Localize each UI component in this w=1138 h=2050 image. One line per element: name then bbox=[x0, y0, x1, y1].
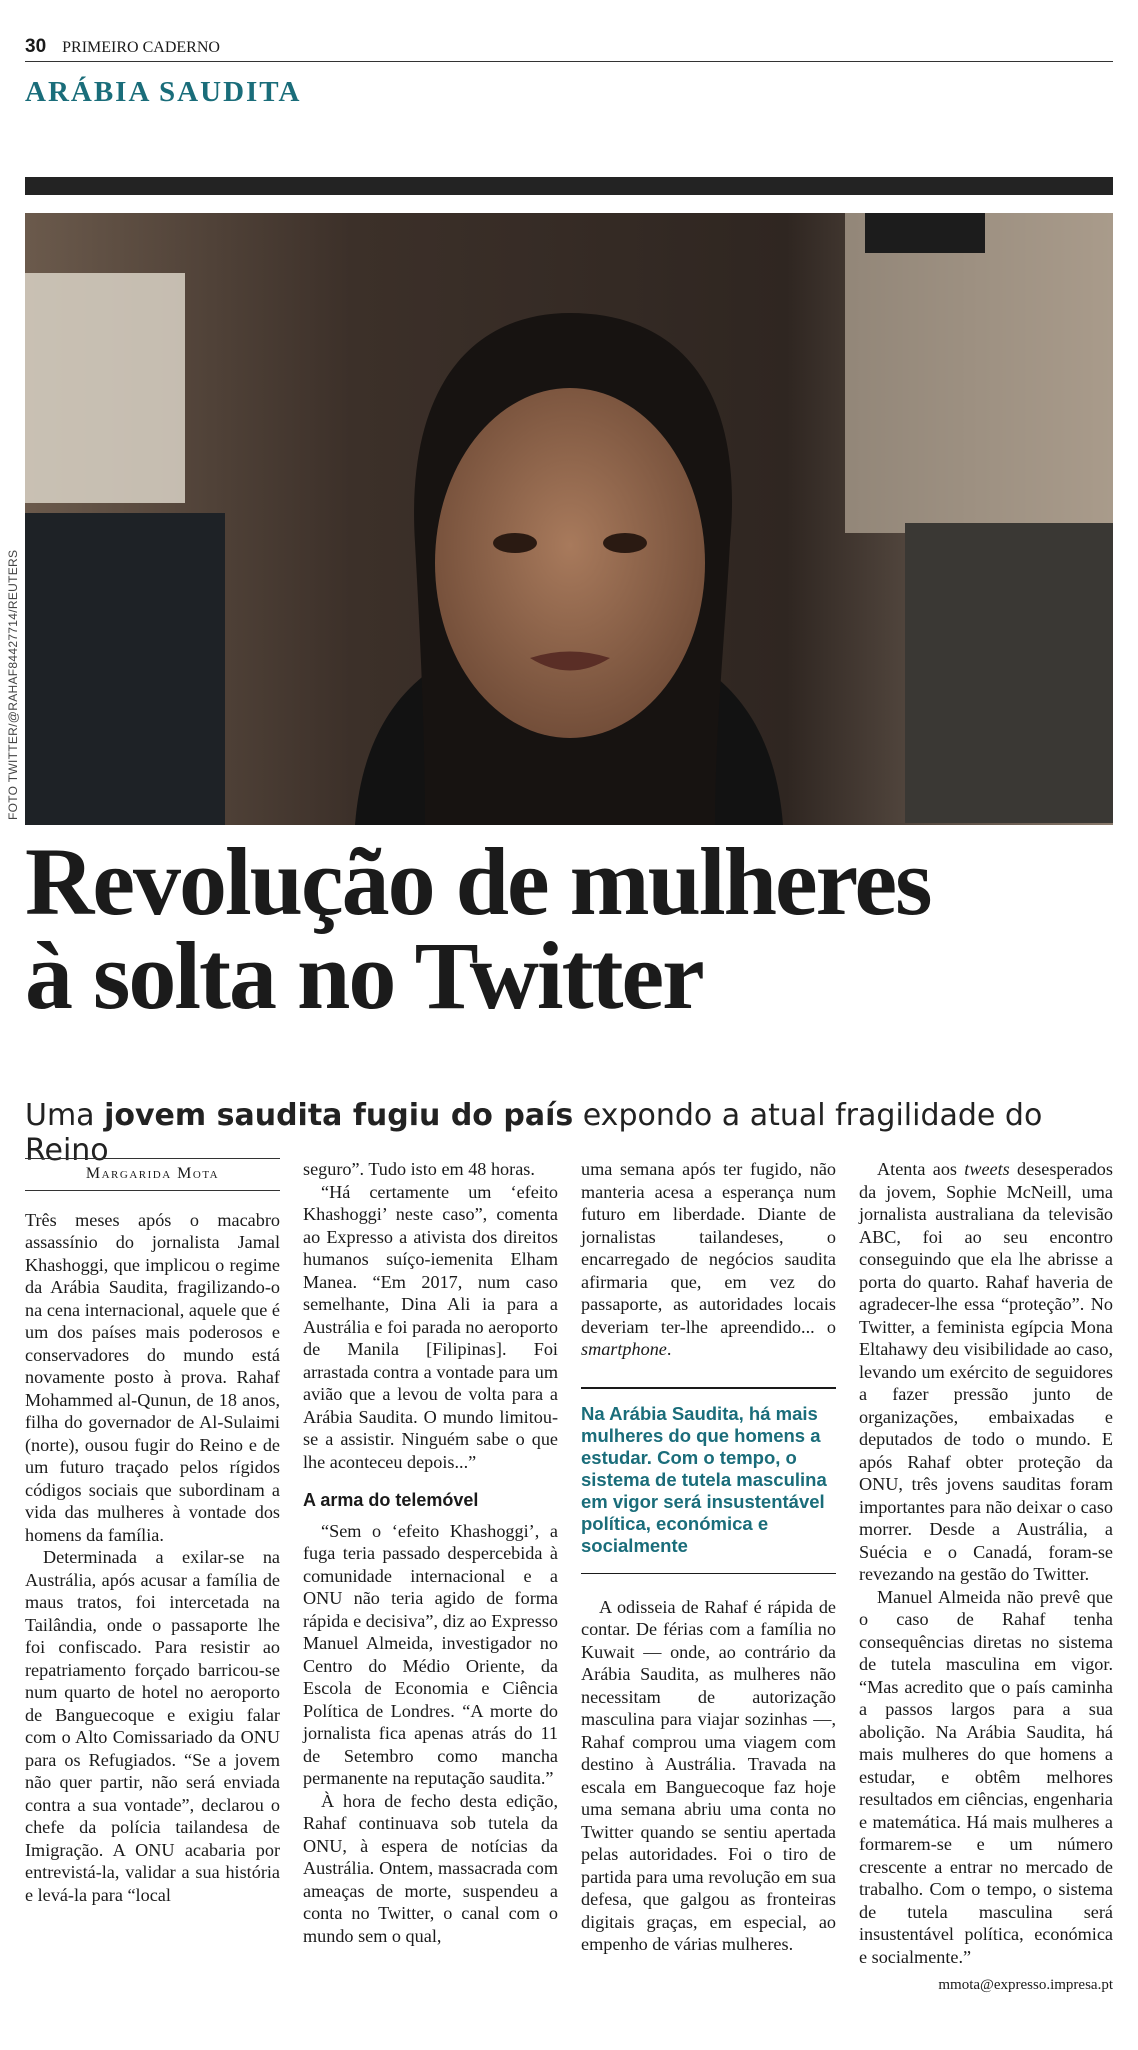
article-column-1 bbox=[25, 1158, 280, 1906]
text-run-italic: tweets bbox=[964, 1159, 1010, 1179]
caption-line: Rahaf al-Qunun, bbox=[945, 954, 1077, 973]
paragraph: A odisseia de Rahaf é rápida de contar. De férias com a família no Kuwait — onde, ao contrário da Arábia Saudita, as mulheres não necessitam de autorização masculina para viajar sozinhas —, Rahaf comprou uma viagem com destino à Austrália. Travada na escala em Banguecoque faz hoje uma semana abriu uma conta no Twitter quando se sentiu apertada pelas autoridades. Foi o tiro de partida para uma revolução em sua defesa, que galgou as fronteiras digitais graças, em especial, ao empenho de várias mulheres. bbox=[581, 1596, 836, 1954]
page-folio bbox=[25, 36, 1113, 62]
paragraph: “Há certamente um ‘efeito Khashoggi’ neste caso”, comenta ao Expresso a ativista dos direitos humanos suíço-iemenita Elham Manea. “Em 2017, num caso semelhante, Dina Ali ia para a Austrália e foi parada no aeroporto de Manila [Filipinas]. Foi arrastada contra a vontade para um avião que a levou de volta para a Arábia Saudita. O mundo limitou-se a assistir. Ninguém sabe o que lhe aconteceu depois...” bbox=[303, 1181, 558, 1472]
standfirst-bold: jovem saudita fugiu do país bbox=[104, 1098, 574, 1133]
headline-line: Revolução de mulheres bbox=[25, 828, 931, 935]
section-name: PRIMEIRO CADERNO bbox=[62, 39, 220, 56]
text-run-italic: smartphone bbox=[581, 1339, 667, 1359]
caption-line: fugiu a 5 de janeiro bbox=[922, 996, 1077, 1015]
paragraph bbox=[581, 1158, 836, 1361]
text-run: uma semana após ter fugido, não manteria acesa a esperança num futuro em liberdade. Diante de jornalistas tailandeses, o encarregado de negócios saudita afirmaria que, em vez do passaporte, as autoridades locais deveriam ter-lhe apreendido... o bbox=[581, 1159, 836, 1337]
headline-line: à solta no Twitter bbox=[25, 922, 703, 1029]
text-run: desesperados da jovem, Sophie McNeill, uma jornalista australiana da televisão ABC, foi ao seu encontro conseguindo que ela lhe abrisse a porta do quarto. Rahaf haveria de agradecer-lhe essa “proteção”. No Twitter, a feminista egípcia Mona Eltahawy deu visibilidade ao caso, levando um exército de seguidores a fazer pressão junto de organizações, embaixadas e deputados de todo o mundo. E após Rahaf obter proteção da ONU, três jovens sauditas foram importantes para não deixar o caso morrer. Desde a Austrália, a Suécia e o Canadá, foram-se revezando na gestão do Twitter. bbox=[859, 1159, 1113, 1584]
paragraph: Manuel Almeida não prevê que o caso de Rahaf tenha consequências diretas no sistema de tutela masculina em vigor. “Mas acredito que o país caminha a passos largos para a sua abolição. Na Arábia Saudita, há mais mulheres do que homens a estudar, e obtêm melhores resultados em ciências, engenharia e matemática. Há mais mulheres a formarem-se e um número crescente a entrar no mercado de trabalho. Com o tempo, o sistema de tutela masculina será insustentável política, económica e socialmente.” bbox=[859, 1586, 1113, 1967]
photo-credit: FOTO TWITTER/@RAHAF84427714/REUTERS bbox=[6, 549, 20, 820]
text-run: Atenta aos bbox=[877, 1159, 965, 1179]
standfirst-pre: Uma bbox=[25, 1098, 105, 1133]
article-column-4 bbox=[859, 1158, 1113, 1997]
paragraph: seguro”. Tudo isto em 48 horas. bbox=[303, 1159, 535, 1179]
headline bbox=[25, 828, 1113, 1029]
standfirst-post: expondo a atual fragilidade do Reino bbox=[25, 1098, 1043, 1168]
caption-line: saudita, 18 anos, bbox=[940, 975, 1077, 994]
paragraph: “Sem o ‘efeito Khashoggi’, a fuga teria passado despercebida à comunidade internacional e a ONU não teria agido de forma rápida e decisiva”, diz ao Expresso Manuel Almeida, investigador no Centro do Médio Oriente, da Escola de Economia e Ciência Política de Londres. “A morte do jornalista fica apenas atrás do 11 de Setembro como mancha permanente na reputação saudita.” bbox=[303, 1520, 558, 1788]
paragraph: Três meses após o macabro assassínio do jornalista Jamal Khashoggi, que implicou o regime da Arábia Saudita, fragilizando-o na cena internacional, aquele que é um dos países mais poderosos e conservadores do mundo está novamente posto à prova. Rahaf Mohammed al-Qunun, de 18 anos, filha do governador de Al-Sulaimi (norte), ousou fugir do Reino e de um futuro traçado pelos rígidos códigos sociais que subordinam a vida das mulheres à vontade dos homens da família. bbox=[25, 1209, 280, 1545]
paragraph: À hora de fecho desta edição, Rahaf continuava sob tutela da ONU, à espera de notícias da Austrália. Ontem, massacrada com ameaças de morte, suspendeu a conta no Twitter, o canal com o mundo sem o qual, bbox=[303, 1790, 558, 1946]
text-run: . bbox=[666, 1339, 672, 1359]
top-rule bbox=[25, 177, 1113, 195]
author-email: mmota@expresso.impresa.pt bbox=[938, 1977, 1113, 1993]
byline: Margarida Mota bbox=[25, 1158, 280, 1191]
page-number: 30 bbox=[25, 36, 47, 57]
article-column-3 bbox=[581, 1158, 836, 1956]
paragraph bbox=[859, 1158, 1113, 1586]
subheading: A arma do telemóvel bbox=[303, 1490, 479, 1510]
pull-quote: Na Arábia Saudita, há mais mulheres do que homens a estudar. Com o tempo, o sistema de tutela masculina em vigor será insustentável política, económica e socialmente bbox=[581, 1387, 836, 1574]
photo-illustration bbox=[25, 213, 1113, 825]
section-title: ARÁBIA SAUDITA bbox=[25, 76, 302, 108]
paragraph: Determinada a exilar-se na Austrália, após acusar a família de maus tratos, foi intercetada na Tailândia, onde o passaporte lhe foi confiscado. Para resistir ao repatriamento forçado barricou-se num quarto de hotel no aeroporto de Banguecoque e exigiu falar com o Alto Comissariado da ONU para os Refugiados. “Se a jovem não quer partir, não será enviada contra a sua vontade”, declarou o chefe da polícia tailandesa de Imigração. A ONU acabaria por entrevistá-la, validar a sua história e levá-la para “local bbox=[25, 1547, 280, 1905]
article-column-2 bbox=[303, 1158, 558, 1947]
